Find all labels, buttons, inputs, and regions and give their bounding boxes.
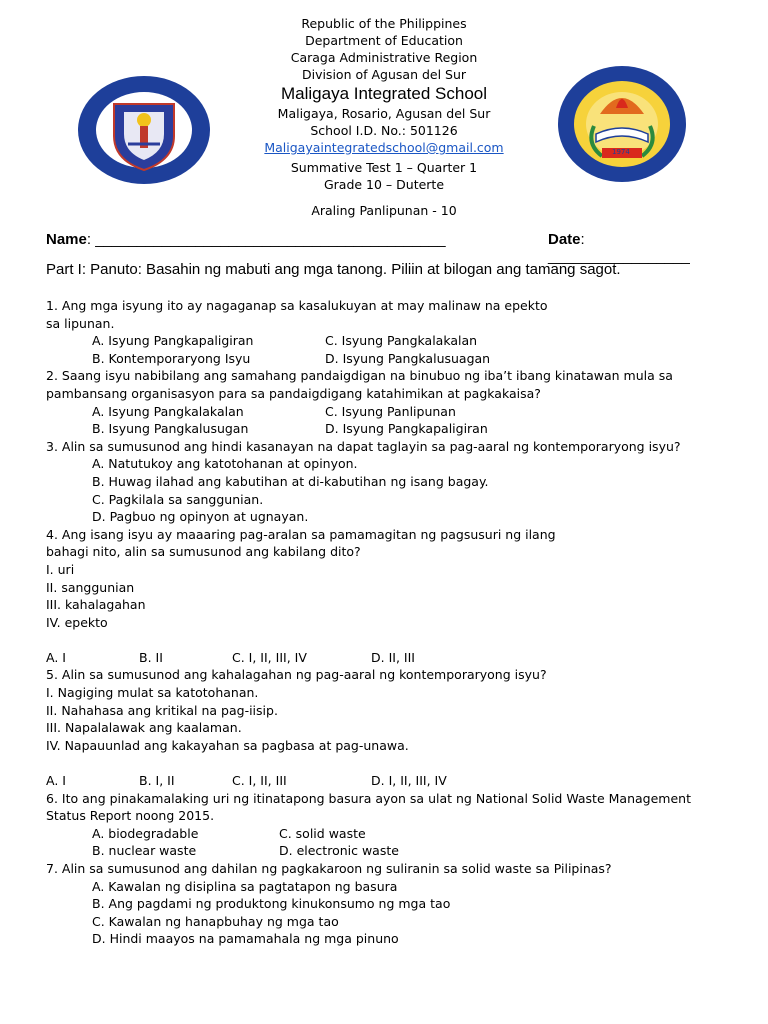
- question-1-options-row2: [46, 350, 726, 368]
- question-1-options-row1: [46, 332, 726, 350]
- q4-option-b[interactable]: B. II: [139, 649, 163, 665]
- q3-option-d[interactable]: D. Pagbuo ng opinyon at ugnayan.: [92, 509, 309, 525]
- header-republic: Republic of the Philippines: [301, 16, 467, 31]
- header-region: Caraga Administrative Region: [290, 50, 478, 65]
- school-id: School I.D. No.: 501126: [310, 123, 458, 138]
- question-4-cont: bahagi nito, alin sa sumusunod ang kabilang dito?: [46, 544, 361, 560]
- header-department: Department of Education: [305, 33, 463, 48]
- question-1: 1. Ang mga isyung ito ay nagaganap sa kasalukuyan at may malinaw na epekto: [46, 298, 548, 313]
- question-4: 4. Ang isang isyu ay maaaring pag-aralan sa pamamagitan ng pagsusuri ng ilang: [46, 526, 556, 542]
- question-6: 6. Ito ang pinakamalaking uri ng itinatapong basura ayon sa ulat ng National Solid Waste Management: [46, 790, 691, 806]
- q7-option-a[interactable]: A. Kawalan ng disiplina sa pagtatapon ng basura: [92, 878, 398, 894]
- header-block: [0, 15, 768, 219]
- question-6-options-row1: [46, 825, 726, 843]
- q1-option-a[interactable]: A. Isyung Pangkapaligiran: [92, 333, 254, 349]
- question-7: 7. Alin sa sumusunod ang dahilan ng pagkakaroon ng suliranin sa solid waste sa Pilipinas?: [46, 861, 612, 876]
- question-6-options-row2: [46, 842, 726, 860]
- question-6-cont: Status Report noong 2015.: [46, 808, 215, 824]
- question-5: 5. Alin sa sumusunod ang kahalagahan ng pag-aaral ng kontemporaryong isyu?: [46, 667, 547, 683]
- q1-option-d[interactable]: D. Isyung Pangkalusuagan: [325, 350, 491, 366]
- q2-option-b[interactable]: B. Isyung Pangkalusugan: [92, 421, 249, 437]
- q4-item-iii: III. kahalagahan: [46, 597, 146, 613]
- school-logo-year: 1974: [612, 148, 630, 156]
- grade-section: Grade 10 – Duterte: [323, 177, 445, 192]
- date-label: Date: [548, 231, 581, 248]
- school-address: Maligaya, Rosario, Agusan del Sur: [277, 106, 491, 121]
- q4-option-a[interactable]: A. I: [46, 649, 66, 665]
- q1-option-c[interactable]: C. Isyung Pangkalakalan: [325, 333, 478, 349]
- question-2-options-row1: [46, 403, 726, 421]
- q5-option-a[interactable]: A. I: [46, 773, 66, 789]
- q6-option-a[interactable]: A. biodegradable: [92, 825, 199, 841]
- q5-option-b[interactable]: B. I, II: [139, 773, 175, 789]
- q3-option-b[interactable]: B. Huwag ilahad ang kabutihan at di-kabutihan ng isang bagay.: [92, 473, 489, 489]
- q2-option-c[interactable]: C. Isyung Panlipunan: [325, 403, 456, 419]
- q5-option-c[interactable]: C. I, II, III: [232, 773, 287, 789]
- q2-option-a[interactable]: A. Isyung Pangkalakalan: [92, 403, 244, 419]
- question-1-cont: sa lipunan.: [46, 315, 115, 331]
- question-2-options-row2: [46, 420, 726, 438]
- q3-option-a[interactable]: A. Natutukoy ang katotohanan at opinyon.: [92, 456, 358, 472]
- q5-item-iii: III. Napalalawak ang kaalaman.: [46, 720, 242, 736]
- q4-option-d[interactable]: D. II, III: [371, 649, 415, 665]
- q7-option-c[interactable]: C. Kawalan ng hanapbuhay ng mga tao: [92, 913, 339, 929]
- date-blank[interactable]: : _________________: [548, 231, 690, 265]
- test-title: Summative Test 1 – Quarter 1: [290, 160, 478, 175]
- subject-title: Araling Panlipunan - 10: [311, 203, 457, 218]
- part1-instructions: [46, 261, 621, 278]
- q4-item-iv: IV. epekto: [46, 614, 108, 630]
- q1-option-b[interactable]: B. Kontemporaryong Isyu: [92, 350, 251, 366]
- name-blank[interactable]: : __________________________________________: [86, 231, 446, 248]
- q6-option-b[interactable]: B. nuclear waste: [92, 843, 197, 859]
- q4-option-c[interactable]: C. I, II, III, IV: [232, 649, 307, 665]
- q5-item-i: I. Nagiging mulat sa katotohanan.: [46, 685, 259, 701]
- q2-option-d[interactable]: D. Isyung Pangkapaligiran: [325, 421, 488, 437]
- q4-item-ii: II. sanggunian: [46, 579, 135, 595]
- question-5-options: [46, 772, 726, 790]
- question-2: 2. Saang isyu nabibilang ang samahang pandaigdigan na binubuo ng iba’t ibang kinatawan mula sa: [46, 368, 673, 384]
- q4-item-i: I. uri: [46, 561, 75, 577]
- name-label: Name: [46, 231, 87, 248]
- part1-label: Part I: Panuto:: [46, 261, 142, 278]
- q5-item-iv: IV. Napauunlad ang kakayahan sa pagbasa at pag-unawa.: [46, 737, 409, 753]
- q5-item-ii: II. Nahahasa ang kritikal na pag-iisip.: [46, 702, 278, 718]
- school-email-link[interactable]: Maligayaintegratedschool@gmail.com: [264, 140, 504, 155]
- header-division: Division of Agusan del Sur: [301, 67, 467, 82]
- q7-option-b[interactable]: B. Ang pagdami ng produktong kinukonsumo ng mga tao: [92, 896, 451, 912]
- question-2-cont: pambansang organisasyon para sa pandaigdigang katahimikan at pagkakaisa?: [46, 385, 541, 401]
- q5-option-d[interactable]: D. I, II, III, IV: [371, 773, 447, 789]
- questions-block: [46, 297, 726, 948]
- part1-text: Basahin ng mabuti ang mga tanong. Piliin at bilogan ang tamang sagot.: [141, 261, 621, 278]
- q7-option-d[interactable]: D. Hindi maayos na pamamahala ng mga pinuno: [92, 931, 399, 947]
- q6-option-d[interactable]: D. electronic waste: [279, 843, 399, 859]
- name-date-row: [46, 231, 726, 265]
- question-3: 3. Alin sa sumusunod ang hindi kasanayan na dapat taglayin sa pag-aaral ng kontemporaryong isyu?: [46, 438, 681, 454]
- q6-option-c[interactable]: C. solid waste: [279, 825, 366, 841]
- school-name: Maligaya Integrated School: [280, 84, 488, 103]
- question-4-options: [46, 649, 726, 667]
- q3-option-c[interactable]: C. Pagkilala sa sanggunian.: [92, 491, 264, 507]
